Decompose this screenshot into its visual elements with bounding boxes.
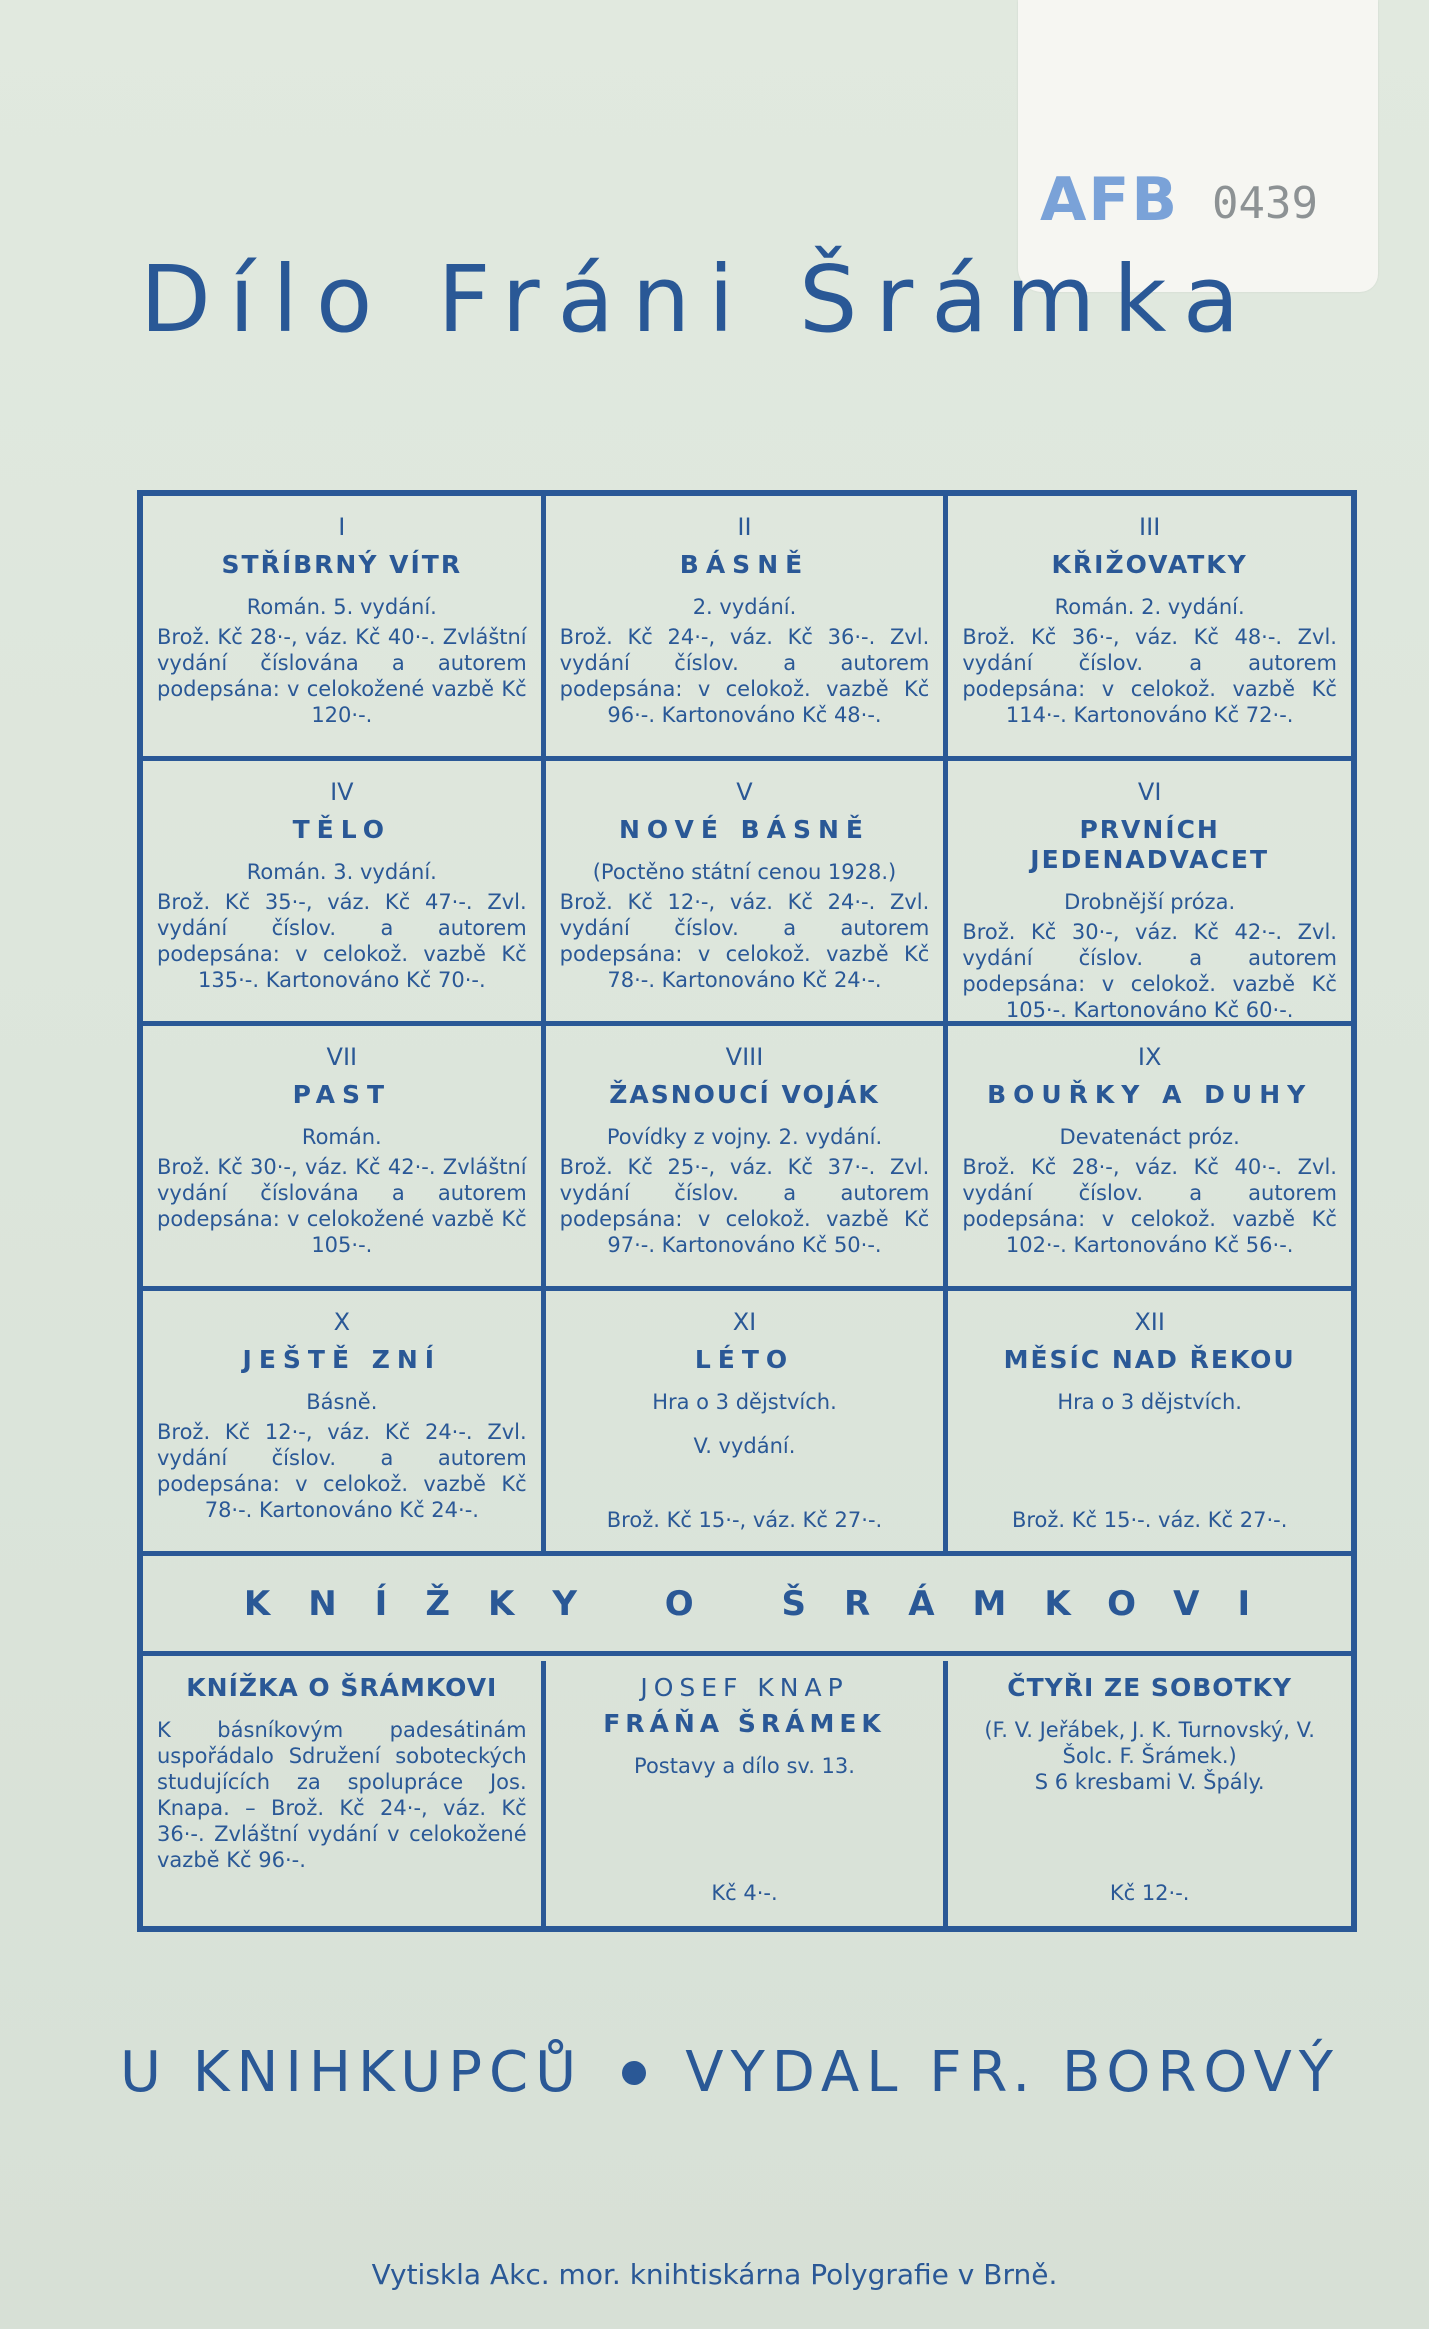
call-number: 0439 bbox=[1212, 178, 1318, 229]
book-subtitle: Román. 3. vydání. bbox=[246, 860, 437, 884]
book-subtitle: Román. 2. vydání. bbox=[1054, 595, 1245, 619]
volume-number: IV bbox=[330, 778, 354, 806]
book-entry bbox=[143, 1026, 546, 1291]
book-title: JEŠTĚ ZNÍ bbox=[242, 1345, 442, 1374]
book-subtitle: 2. vydání. bbox=[692, 595, 797, 619]
book-title: BOUŘKY A DUHY bbox=[987, 1080, 1313, 1109]
book-subtitle: (Poctěno státní cenou 1928.) bbox=[592, 860, 897, 884]
book-pricing: Brož. Kč 30·-, váz. Kč 42·-. Zvláštní vydání číslována a autorem podepsána: v celokožené vazbě Kč 105·-. bbox=[157, 1155, 527, 1257]
book-subtitle: Drobnější próza. bbox=[1064, 890, 1236, 914]
book-subtitle: Román. bbox=[301, 1125, 382, 1149]
about-book-price: Kč 12·-. bbox=[1109, 1881, 1190, 1905]
book-title: STŘÍBRNÝ VÍTR bbox=[221, 550, 463, 579]
book-entry bbox=[546, 1026, 949, 1291]
about-book-price: Kč 4·-. bbox=[711, 1881, 778, 1905]
book-subtitle: Hra o 3 dějstvích. bbox=[652, 1390, 837, 1414]
book-pricing: Brož. Kč 12·-, váz. Kč 24·-. Zvl. vydání číslov. a autorem podepsána: v celokož. vazbě Kč 78·-. Kartonováno Kč 24·-. bbox=[157, 1420, 527, 1522]
works-grid bbox=[143, 496, 1351, 1556]
bullet-dot bbox=[622, 2061, 646, 2085]
about-book-entry bbox=[948, 1661, 1351, 1926]
about-book-author: JOSEF KNAP bbox=[640, 1673, 849, 1702]
about-grid bbox=[143, 1661, 1351, 1926]
book-title: TĚLO bbox=[292, 815, 392, 844]
about-book-entry bbox=[546, 1661, 949, 1926]
book-pricing: Brož. Kč 28·-, váz. Kč 40·-. Zvl. vydání číslov. a autorem podepsána: v celokož. vazbě Kč 102·-. Kartonováno Kč 56·-. bbox=[962, 1155, 1337, 1257]
book-edition: V. vydání. bbox=[693, 1434, 796, 1458]
publisher-text: VYDAL FR. BOROVÝ bbox=[685, 2040, 1340, 2105]
book-pricing: Brož. Kč 36·-, váz. Kč 48·-. Zvl. vydání číslov. a autorem podepsána: v celokož. vazbě Kč 114·-. Kartonováno Kč 72·-. bbox=[962, 625, 1337, 727]
book-price: Brož. Kč 15·-, váz. Kč 27·-. bbox=[606, 1508, 883, 1532]
about-book-title: KNÍŽKA O ŠRÁMKOVI bbox=[186, 1673, 498, 1702]
book-subtitle: Devatenáct próz. bbox=[1059, 1125, 1240, 1149]
about-book-text: Postavy a dílo sv. 13. bbox=[634, 1754, 855, 1778]
volume-number: XII bbox=[1134, 1308, 1165, 1336]
book-title: BÁSNĚ bbox=[679, 550, 810, 579]
book-subtitle: Hra o 3 dějstvích. bbox=[1057, 1390, 1242, 1414]
book-title: MĚSÍC NAD ŘEKOU bbox=[1003, 1345, 1296, 1374]
volume-number: X bbox=[333, 1308, 351, 1336]
about-book-text: (F. V. Jeřábek, J. K. Turnovský, V. Šolc. F. Šrámek.) S 6 kresbami V. Špály. bbox=[984, 1718, 1315, 1794]
volume-number: VII bbox=[326, 1043, 358, 1071]
page-title: Dílo Fráni Šrámka bbox=[140, 246, 1258, 353]
book-title: PAST bbox=[292, 1080, 392, 1109]
book-entry bbox=[948, 1291, 1351, 1556]
publisher-line bbox=[120, 2040, 1340, 2105]
book-pricing: Brož. Kč 30·-, váz. Kč 42·-. Zvl. vydání číslov. a autorem podepsána: v celokož. vazbě Kč 105·-. Kartonováno Kč 60·-. bbox=[962, 920, 1337, 1022]
book-title: KŘIŽOVATKY bbox=[1051, 550, 1248, 579]
about-book-text: K básníkovým padesátinám uspořádalo Sdružení soboteckých studujících za spolupráce Jos. Knapa. – Brož. Kč 24·-, váz. Kč 36·-. Zvláštní vydání v celokožené vazbě Kč 96·-. bbox=[157, 1718, 527, 1872]
book-entry bbox=[948, 761, 1351, 1026]
book-title: ŽASNOUCÍ VOJÁK bbox=[609, 1080, 880, 1109]
book-entry bbox=[143, 496, 546, 761]
book-price: Brož. Kč 15·-. váz. Kč 27·-. bbox=[1011, 1508, 1288, 1532]
book-title: NOVÉ BÁSNĚ bbox=[618, 815, 871, 844]
book-entry bbox=[546, 1291, 949, 1556]
about-book-title: FRÁŇA ŠRÁMEK bbox=[603, 1709, 886, 1738]
book-entry bbox=[546, 761, 949, 1026]
book-entry bbox=[143, 761, 546, 1026]
volume-number: XI bbox=[732, 1308, 757, 1336]
book-pricing: Brož. Kč 28·-, váz. Kč 40·-. Zvláštní vydání číslována a autorem podepsána: v celokožené vazbě Kč 120·-. bbox=[157, 625, 527, 727]
section-heading: KNÍŽKY O ŠRÁMKOVI bbox=[143, 1556, 1351, 1656]
about-book-title: ČTYŘI ZE SOBOTKY bbox=[1007, 1673, 1293, 1702]
book-subtitle: Román. 5. vydání. bbox=[246, 595, 437, 619]
volume-number: II bbox=[737, 513, 752, 541]
book-title: PRVNÍCH JEDENADVACET bbox=[1030, 815, 1270, 874]
book-entry bbox=[948, 1026, 1351, 1291]
book-title: LÉTO bbox=[694, 1345, 795, 1374]
volume-number: IX bbox=[1137, 1043, 1162, 1071]
book-subtitle: Povídky z vojny. 2. vydání. bbox=[606, 1125, 883, 1149]
bookseller-text: U KNIHKUPCŮ bbox=[120, 2040, 584, 2105]
book-subtitle: Básně. bbox=[306, 1390, 378, 1414]
library-stamp: AFB bbox=[1040, 165, 1180, 235]
book-pricing: Brož. Kč 25·-, váz. Kč 37·-. Zvl. vydání číslov. a autorem podepsána: v celokož. vazbě Kč 97·-. Kartonováno Kč 50·-. bbox=[559, 1155, 930, 1257]
about-book-entry bbox=[143, 1661, 546, 1926]
printer-imprint: Vytiskla Akc. mor. knihtiskárna Polygrafie v Brně. bbox=[371, 2258, 1058, 2291]
book-pricing: Brož. Kč 12·-, váz. Kč 24·-. Zvl. vydání číslov. a autorem podepsána: v celokož. vazbě Kč 78·-. Kartonováno Kč 24·-. bbox=[559, 890, 930, 992]
book-pricing: Brož. Kč 24·-, váz. Kč 36·-. Zvl. vydání číslov. a autorem podepsána: v celokož. vazbě Kč 96·-. Kartonováno Kč 48·-. bbox=[559, 625, 930, 727]
volume-number: V bbox=[736, 778, 753, 806]
volume-number: III bbox=[1139, 513, 1161, 541]
book-entry bbox=[546, 496, 949, 761]
volume-number: VIII bbox=[725, 1043, 764, 1071]
book-catalog-frame bbox=[137, 490, 1357, 1932]
book-entry bbox=[143, 1291, 546, 1556]
book-pricing: Brož. Kč 35·-, váz. Kč 47·-. Zvl. vydání číslov. a autorem podepsána: v celokož. vazbě Kč 135·-. Kartonováno Kč 70·-. bbox=[157, 890, 527, 992]
book-entry bbox=[948, 496, 1351, 761]
volume-number: I bbox=[338, 513, 346, 541]
volume-number: VI bbox=[1137, 778, 1162, 806]
